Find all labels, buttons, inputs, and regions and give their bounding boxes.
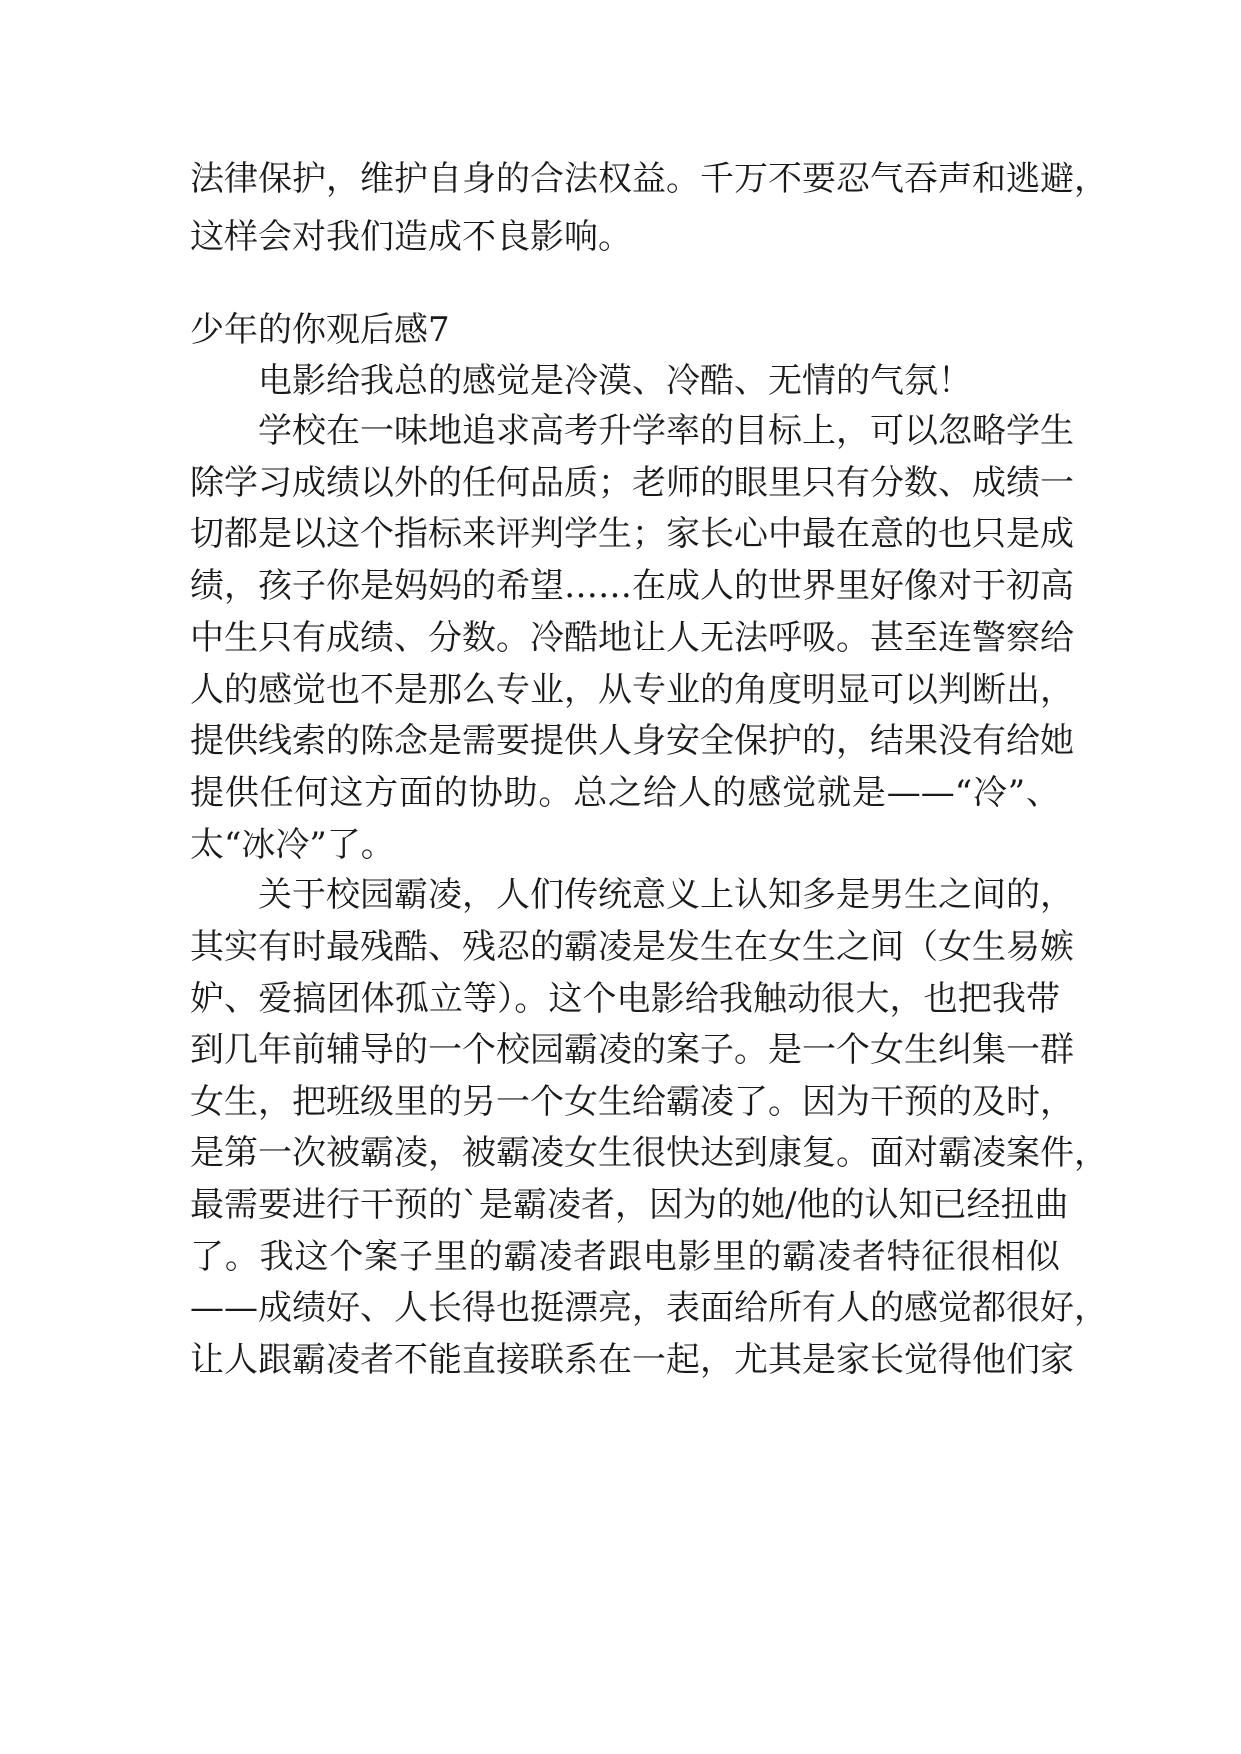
- paragraph-line: 绩，孩子你是妈妈的希望……在成人的世界里好像对于初高: [190, 566, 1074, 606]
- paragraph-line: 太“冰冷”了。: [190, 825, 395, 865]
- paragraph-line: 女生，把班级里的另一个女生给霸凌了。因为干预的及时，: [190, 1082, 1074, 1122]
- paragraph-line: 法律保护，维护自身的合法权益。千万不要忍气吞声和逃避，: [190, 159, 1108, 199]
- paragraph-line: 除学习成绩以外的任何品质；老师的眼里只有分数、成绩一: [190, 463, 1074, 503]
- paragraph-line: 最需要进行干预的`是霸凌者，因为的她/他的认知已经扭曲: [190, 1185, 1069, 1225]
- paragraph-line: 人的感觉也不是那么专业，从专业的角度明显可以判断出，: [190, 670, 1074, 710]
- paragraph-line: 其实有时最残酷、残忍的霸凌是发生在女生之间（女生易嫉: [190, 927, 1074, 967]
- paragraph-line: 提供线索的陈念是需要提供人身安全保护的，结果没有给她: [190, 721, 1074, 761]
- paragraph-line: ——成绩好、人长得也挺漂亮，表面给所有人的感觉都很好，: [190, 1288, 1108, 1328]
- paragraph-line: 到几年前辅导的一个校园霸凌的案子。是一个女生纠集一群: [190, 1030, 1074, 1070]
- paragraph-line: 提供任何这方面的协助。总之给人的感觉就是——“冷”、: [190, 773, 1060, 813]
- paragraph-line: 这样会对我们造成不良影响。: [190, 217, 632, 257]
- paragraph-line: 让人跟霸凌者不能直接联系在一起，尤其是家长觉得他们家: [190, 1340, 1074, 1380]
- paragraph-line: 学校在一味地追求高考升学率的目标上，可以忽略学生: [258, 411, 1074, 451]
- paragraph-line: 关于校园霸凌，人们传统意义上认知多是男生之间的，: [258, 875, 1074, 915]
- paragraph-line: 妒、爱搞团体孤立等）。这个电影给我触动很大，也把我带: [190, 979, 1060, 1019]
- paragraph-line: 了。我这个案子里的霸凌者跟电影里的霸凌者特征很相似: [190, 1237, 1060, 1277]
- paragraph-line: 是第一次被霸凌，被霸凌女生很快达到康复。面对霸凌案件，: [190, 1133, 1108, 1173]
- paragraph-line: 电影给我总的感觉是冷漠、冷酷、无情的气氛！: [258, 361, 972, 401]
- paragraph-line: 切都是以这个指标来评判学生；家长心中最在意的也只是成: [190, 514, 1074, 554]
- paragraph-line: 中生只有成绩、分数。冷酷地让人无法呼吸。甚至连警察给: [190, 618, 1074, 658]
- section-title: 少年的你观后感7: [190, 310, 450, 350]
